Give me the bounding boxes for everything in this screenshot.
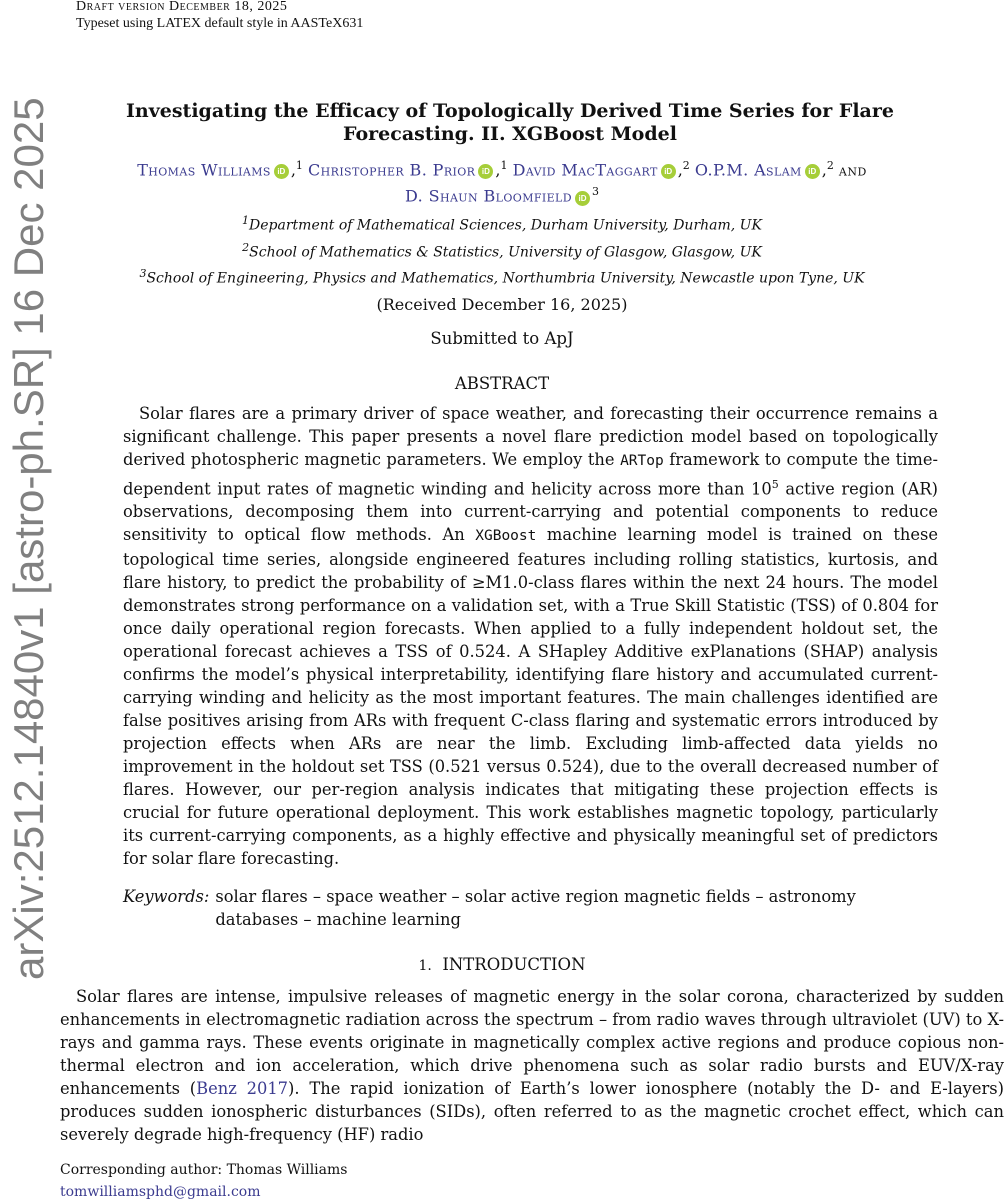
keywords xyxy=(123,885,943,931)
section-heading: 1. INTRODUCTION xyxy=(418,955,586,974)
orcid-icon[interactable]: iD xyxy=(575,191,590,206)
keywords-label: Keywords: xyxy=(123,887,210,906)
affiliations xyxy=(0,210,1004,290)
author-name[interactable]: Thomas Williams xyxy=(137,160,271,180)
author-list: Thomas Williams iD ,$^1$ Christopher B. Prior iD ,$^1$ David MacTaggart iD ,$^2$ O.P.M. Aslam iD ,$^2$ and D. Shaun Bloomfield iD $^3$ xyxy=(137,159,867,206)
author-name[interactable]: D. Shaun Bloomfield xyxy=(404,186,572,206)
received-date: (Received December 16, 2025) xyxy=(376,295,628,314)
code-xgboost: XGBoost xyxy=(475,528,537,545)
typeset-line: Typeset using LATEX default style in AASTeX631 xyxy=(76,16,364,31)
and-word: and xyxy=(838,160,867,180)
author-name[interactable]: Christopher B. Prior xyxy=(308,160,476,180)
email-link[interactable]: tomwilliamsphd@gmail.com xyxy=(60,1184,261,1200)
corresponding-author: Corresponding author: Thomas Williams xyxy=(60,1162,348,1178)
affiliation: $^3$School of Engineering, Physics and Mathematics, Northumbria University, Newcastle upon Tyne, UK xyxy=(139,267,865,287)
author-name[interactable]: David MacTaggart xyxy=(512,160,658,180)
intro-body: Solar flares are intense, impulsive releases of magnetic energy in the solar corona, characterized by sudden enhancements in electromagnetic radiation across the spectrum – from radio waves through ultraviolet (UV) to X-rays and gamma rays. These events originate in magnetically complex active regions and produce copious non-thermal electron and ion acceleration, which drive phenomena such as solar radio bursts and EUV/X-ray enhancements (Benz 2017). The rapid ionization of Earth’s lower ionosphere (notably the D- and E-layers) produces sudden ionospheric disturbances (SIDs), often referred to as the magnetic crochet effect, which can severely degrade high-frequency (HF) radio xyxy=(60,987,1004,1144)
paper-title: Investigating the Efficacy of Topologically Derived Time Series for Flare Forecasting. II. XGBoost Model xyxy=(126,100,894,145)
affiliation: $^2$School of Mathematics & Statistics, University of Glasgow, Glasgow, UK xyxy=(242,240,762,261)
orcid-icon[interactable]: iD xyxy=(805,164,820,179)
arxiv-sidebar-stamp[interactable]: arXiv:2512.14840v1 [astro-ph.SR] 16 Dec 2025 xyxy=(5,97,52,980)
affiliation: $^1$Department of Mathematical Sciences, Durham University, Durham, UK xyxy=(242,214,762,234)
submitted-to: Submitted to ApJ xyxy=(430,329,574,348)
orcid-icon[interactable]: iD xyxy=(478,164,493,179)
keywords-text: solar flares – space weather – solar active region magnetic fields – astronomy databases – machine learning xyxy=(215,887,856,929)
orcid-icon[interactable]: iD xyxy=(661,164,676,179)
orcid-icon[interactable]: iD xyxy=(274,164,289,179)
abstract-heading: ABSTRACT xyxy=(454,374,550,393)
abstract-body: Solar flares are a primary driver of space weather, and forecasting their occurrence remains a significant challenge. This paper presents a novel flare prediction model based on topologically derived photospheric magnetic parameters. We employ the ARTop framework to compute the time-dependent input rates of magnetic winding and helicity across more than $10^5$ active region (AR) observations, decomposing them into current-carrying and potential components to reduce sensitivity to optical flow methods. An XGBoost machine learning model is trained on these topological time series, alongside engineered features including rolling statistics, kurtosis, and flare history, to predict the probability of ≥M1.0-class flares within the next 24 hours. The model demonstrates strong performance on a validation set, with a True Skill Statistic (TSS) of 0.804 for once daily operational region forecasts. When applied to a fully independent holdout set, the operational forecast achieves a TSS of 0.524. A SHapley Additive exPlanations (SHAP) analysis confirms the model’s physical interpretability, identifying flare history and accumulated current-carrying winding and helicity as the most important features. The main challenges identified are false positives arising from ARs with frequent C-class flaring and systematic errors introduced by projection effects when ARs are near the limb. Excluding limb-affected data yields no improvement in the holdout set TSS (0.521 versus 0.524), due to the overall decreased number of flares. However, our per-region analysis indicates that mitigating these projection effects is crucial for future operational deployment. This work establishes magnetic topology, particularly its current-carrying components, as a highly effective and physically meaningful set of predictors for solar flare forecasting. xyxy=(123,404,938,869)
author-name[interactable]: O.P.M. Aslam xyxy=(694,160,802,180)
citation-link[interactable]: Benz 2017 xyxy=(196,1079,289,1098)
draft-version: Draft version December 18, 2025 xyxy=(76,0,288,14)
code-artop: ARTop xyxy=(620,453,664,469)
